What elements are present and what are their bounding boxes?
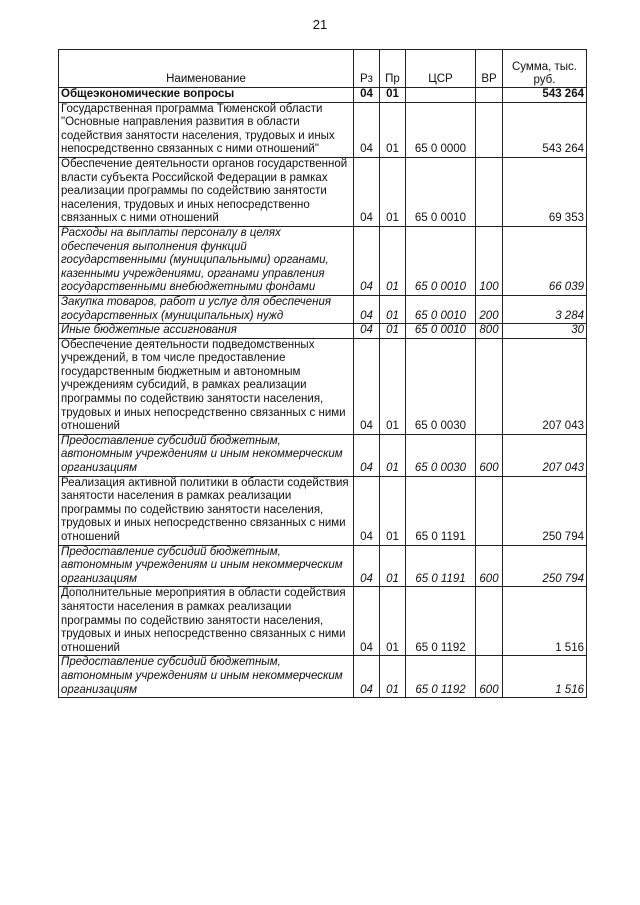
row-vr: 600: [476, 656, 503, 698]
row-name: Иные бюджетные ассигнования: [59, 324, 354, 339]
row-csr: 65 0 0010: [406, 324, 476, 339]
table-row: [59, 157, 587, 226]
budget-table: [58, 49, 587, 698]
page-number: 21: [312, 17, 328, 32]
table-row: [59, 102, 587, 157]
row-pr: 01: [380, 102, 406, 157]
row-name: Дополнительные мероприятия в области содействия занятости населения в рамках реализации программы по содействию занятости населения, трудовых и иных непосредственно связанных с ними отношений: [59, 587, 354, 656]
row-csr: 65 0 1192: [406, 587, 476, 656]
row-name: Обеспечение деятельности подведомственных учреждений, в том числе предоставление государственным бюджетным и автономным учреждениям субсидий, в рамках реализации программы по содействию занятости населения, трудовых и иных непосредственно связанных с ними отношений: [59, 338, 354, 434]
header-csr: ЦСР: [406, 50, 476, 88]
row-csr: [406, 88, 476, 103]
row-csr: 65 0 1191: [406, 476, 476, 545]
row-sum: 66 039: [503, 226, 587, 295]
table-body: [59, 88, 587, 698]
row-rz: 04: [354, 88, 380, 103]
row-name: Расходы на выплаты персоналу в целях обеспечения выполнения функций государственными (муниципальными) органами, казенными учреждениями, органами управления государственными внебюджетными фондами: [59, 226, 354, 295]
header-rz: Рз: [354, 50, 380, 88]
row-rz: 04: [354, 434, 380, 476]
row-rz: 04: [354, 324, 380, 339]
row-vr: 200: [476, 295, 503, 323]
table-row: [59, 338, 587, 434]
row-pr: 01: [380, 656, 406, 698]
row-rz: 04: [354, 656, 380, 698]
row-csr: 65 0 0010: [406, 157, 476, 226]
header-pr: Пр: [380, 50, 406, 88]
row-rz: 04: [354, 338, 380, 434]
row-pr: 01: [380, 587, 406, 656]
header-vr: ВР: [476, 50, 503, 88]
table-row: [59, 545, 587, 587]
row-rz: 04: [354, 476, 380, 545]
row-rz: 04: [354, 295, 380, 323]
row-vr: 600: [476, 545, 503, 587]
row-pr: 01: [380, 476, 406, 545]
table-row: [59, 656, 587, 698]
row-csr: 65 0 0030: [406, 434, 476, 476]
row-sum: 543 264: [503, 102, 587, 157]
row-pr: 01: [380, 545, 406, 587]
row-pr: 01: [380, 88, 406, 103]
row-pr: 01: [380, 226, 406, 295]
row-pr: 01: [380, 324, 406, 339]
row-name: Государственная программа Тюменской области "Основные направления развития в области содействия занятости населения, трудовых и иных непосредственно связанных с ними отношений": [59, 102, 354, 157]
row-sum: 207 043: [503, 338, 587, 434]
header-name: Наименование: [59, 50, 354, 88]
table-row: [59, 476, 587, 545]
row-vr: 600: [476, 434, 503, 476]
row-sum: 3 284: [503, 295, 587, 323]
row-csr: 65 0 0030: [406, 338, 476, 434]
row-sum: 30: [503, 324, 587, 339]
row-name: Предоставление субсидий бюджетным, автономным учреждениям и иным некоммерческим организациям: [59, 656, 354, 698]
row-name: Реализация активной политики в области содействия занятости населения в рамках реализации программы по содействию занятости населения, трудовых и иных непосредственно связанных с ними отношений: [59, 476, 354, 545]
row-csr: 65 0 1192: [406, 656, 476, 698]
row-csr: 65 0 1191: [406, 545, 476, 587]
row-csr: 65 0 0000: [406, 102, 476, 157]
table-row: [59, 226, 587, 295]
row-rz: 04: [354, 102, 380, 157]
row-name: Обеспечение деятельности органов государственной власти субъекта Российской Федерации в рамках реализации программы по содействию занятости населения, трудовых и иных непосредственно связанных с ними отношений: [59, 157, 354, 226]
table-row: [59, 324, 587, 339]
table-row: [59, 295, 587, 323]
row-sum: 250 794: [503, 545, 587, 587]
row-sum: 543 264: [503, 88, 587, 103]
row-sum: 250 794: [503, 476, 587, 545]
row-vr: [476, 476, 503, 545]
row-vr: [476, 587, 503, 656]
table-row: [59, 587, 587, 656]
row-sum: 1 516: [503, 587, 587, 656]
row-rz: 04: [354, 226, 380, 295]
row-sum: 1 516: [503, 656, 587, 698]
row-name: Предоставление субсидий бюджетным, автономным учреждениям и иным некоммерческим организациям: [59, 434, 354, 476]
row-vr: [476, 157, 503, 226]
table-header-row: [59, 50, 587, 88]
row-sum: 69 353: [503, 157, 587, 226]
header-sum: Сумма, тыс. руб.: [503, 50, 587, 88]
table-row: [59, 88, 587, 103]
row-csr: 65 0 0010: [406, 295, 476, 323]
row-name: Общеэкономические вопросы: [59, 88, 354, 103]
row-vr: [476, 88, 503, 103]
row-vr: 800: [476, 324, 503, 339]
row-pr: 01: [380, 295, 406, 323]
row-pr: 01: [380, 338, 406, 434]
row-pr: 01: [380, 157, 406, 226]
row-sum: 207 043: [503, 434, 587, 476]
row-vr: 100: [476, 226, 503, 295]
row-name: Закупка товаров, работ и услуг для обеспечения государственных (муниципальных) нужд: [59, 295, 354, 323]
row-csr: 65 0 0010: [406, 226, 476, 295]
row-name: Предоставление субсидий бюджетным, автономным учреждениям и иным некоммерческим организациям: [59, 545, 354, 587]
row-rz: 04: [354, 587, 380, 656]
row-vr: [476, 338, 503, 434]
row-pr: 01: [380, 434, 406, 476]
table-row: [59, 434, 587, 476]
row-rz: 04: [354, 157, 380, 226]
row-vr: [476, 102, 503, 157]
row-rz: 04: [354, 545, 380, 587]
